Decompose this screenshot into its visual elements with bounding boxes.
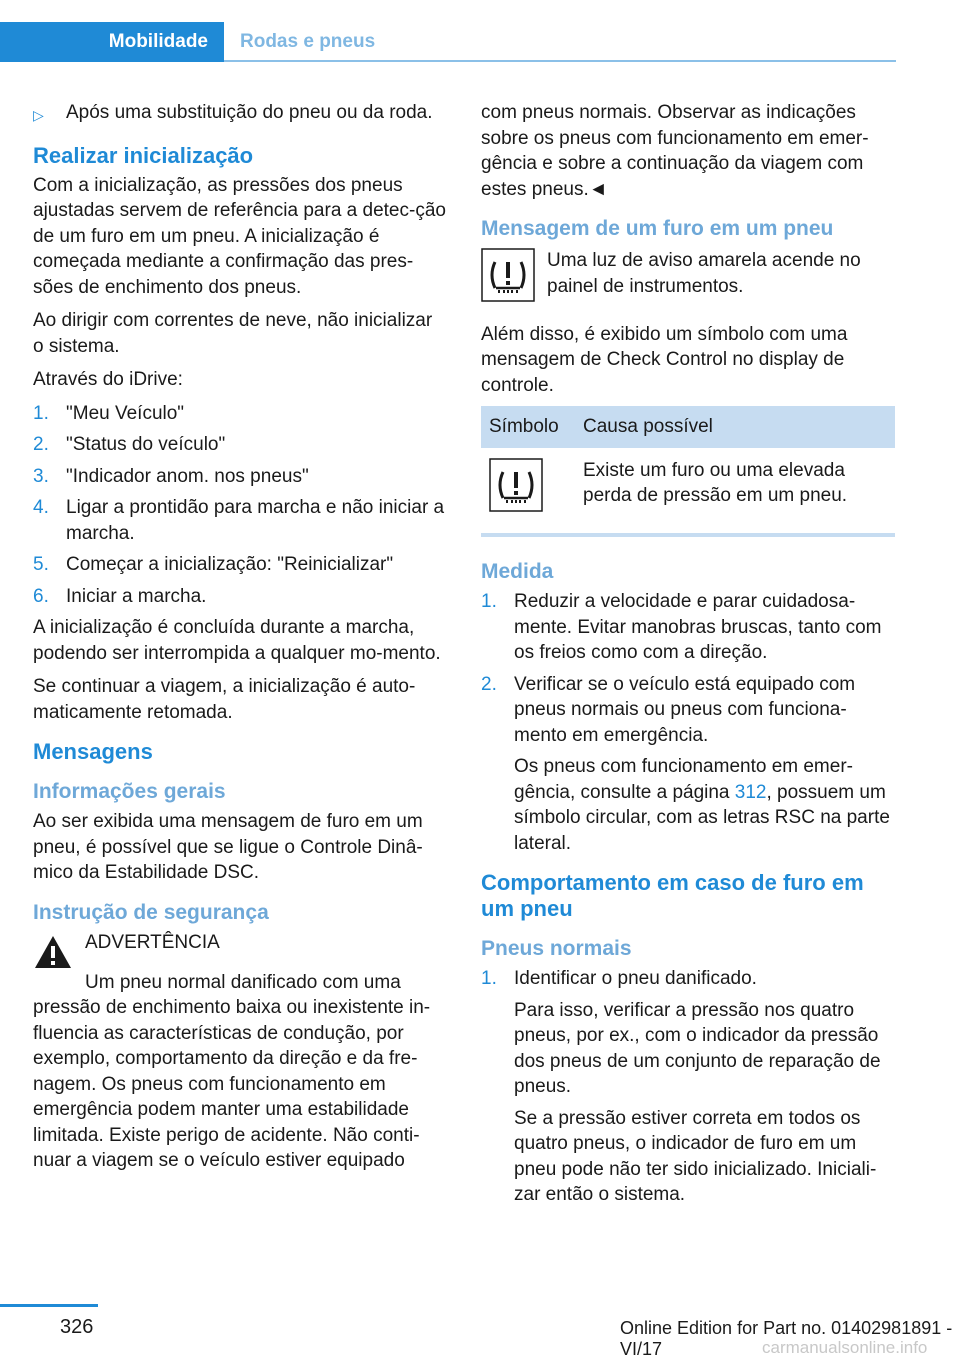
measure-steps bbox=[481, 589, 895, 856]
paragraph: Ao ser exibida uma mensagem de furo em um pneu, é possível que se ligue o Controle Dinâ-mico da Estabilidade DSC. bbox=[33, 811, 423, 883]
triangle-bullet-icon: ▷ bbox=[33, 107, 44, 123]
heading-safety: Instrução de segurança bbox=[33, 900, 269, 924]
tire-pressure-warning-icon bbox=[489, 496, 543, 517]
right-column bbox=[481, 100, 895, 1214]
step-number: 3. bbox=[33, 465, 49, 487]
step-text: Iniciar a marcha. bbox=[66, 585, 207, 607]
tab-mobilidade[interactable]: Mobilidade bbox=[0, 22, 224, 62]
step-subtext: Para isso, verificar a pressão nos quatro pneus, por ex., com o indicador da pressão dos pneus de um conjunto de reparação de pneus. bbox=[514, 999, 881, 1097]
tab-rodas-e-pneus[interactable]: Rodas e pneus bbox=[240, 31, 376, 52]
heading-measure: Medida bbox=[481, 560, 554, 583]
paragraph: A inicialização é concluída durante a marcha, podendo ser interrompida a qualquer mo-mento. bbox=[33, 617, 441, 664]
table-cell-symbol bbox=[481, 448, 575, 532]
table-header-cause: Causa possível bbox=[575, 406, 895, 448]
left-column bbox=[33, 100, 448, 1174]
warning-triangle-icon bbox=[33, 934, 73, 978]
list-item bbox=[481, 966, 895, 1208]
step-text: Verificar se o veículo está equipado com pneus normais ou pneus com funciona-mento em emergência. bbox=[514, 673, 856, 746]
step-subtext: Se a pressão estiver correta em todos os quatro pneus, o indicador de furo em um pneu pode não ter sido inicializado. Iniciali-zar então o sistema. bbox=[514, 1107, 877, 1205]
warning-box bbox=[33, 930, 448, 970]
heading-flat-tire-message: Mensagem de um furo em um pneu bbox=[481, 217, 834, 240]
lamp-text: Uma luz de aviso amarela acende no painel de instrumentos. bbox=[547, 250, 861, 297]
header-divider bbox=[224, 60, 896, 62]
step-content bbox=[514, 672, 895, 857]
step-number: 5. bbox=[33, 554, 49, 575]
step-text: Começar a inicialização: "Reinicializar" bbox=[66, 554, 394, 575]
step-text: Ligar a prontidão para marcha e não iniciar a marcha. bbox=[66, 497, 445, 544]
tire-pressure-warning-icon bbox=[481, 248, 547, 310]
paragraph: com pneus normais. Observar as indicações sobre os pneus com funcionamento em emer-gência e sobre a continuação da viagem com estes pneus.◄ bbox=[481, 102, 869, 200]
heading-normal-tires: Pneus normais bbox=[481, 937, 632, 960]
heading-init: Realizar inicialização bbox=[33, 142, 254, 168]
step-subtext bbox=[514, 754, 895, 856]
step-number: 1. bbox=[33, 402, 49, 424]
paragraph: Se continuar a viagem, a inicialização é auto-maticamente retomada. bbox=[33, 676, 416, 723]
step-number: 6. bbox=[33, 585, 49, 607]
watermark: carmanualsonline.info bbox=[762, 1338, 928, 1357]
table-header-row bbox=[481, 406, 895, 448]
step-content bbox=[514, 966, 895, 1208]
heading-general-info: Informações gerais bbox=[33, 780, 226, 803]
list-item bbox=[33, 100, 448, 129]
edition-note: Online Edition for Part no. 01402981891 - VI/17 bbox=[620, 1318, 953, 1359]
paragraph: Além disso, é exibido um símbolo com uma mensagem de Check Control no display de controle. bbox=[481, 323, 848, 396]
list-item bbox=[33, 432, 448, 458]
step-text: "Status do veículo" bbox=[66, 434, 226, 455]
step-number: 4. bbox=[33, 497, 49, 518]
step-text: "Meu Veículo" bbox=[66, 402, 185, 424]
list-item bbox=[33, 401, 448, 427]
table-row bbox=[481, 448, 895, 532]
bullet-text: Após uma substituição do pneu ou da roda. bbox=[66, 102, 433, 123]
list-item bbox=[33, 464, 448, 490]
paragraph: Com a inicialização, as pressões dos pneus ajustadas servem de referência para a detec-ção de um furo em um pneu. A inicialização é começada mediante a confirmação das pres-sões de enchimento dos pneus. bbox=[33, 174, 446, 298]
table-cell-cause: Existe um furo ou uma elevada perda de pressão em um pneu. bbox=[583, 459, 848, 506]
table-bottom-rule bbox=[481, 533, 895, 537]
subtext-part: , possuem um símbolo circular, com as letras RSC na parte lateral. bbox=[514, 781, 890, 854]
list-item bbox=[33, 552, 448, 578]
page-number: 326 bbox=[60, 1316, 94, 1338]
step-number: 1. bbox=[481, 968, 497, 989]
header-bar bbox=[0, 0, 960, 64]
normal-tire-steps bbox=[481, 966, 895, 1208]
paragraph: Através do iDrive: bbox=[33, 369, 183, 390]
paragraph: Ao dirigir com correntes de neve, não inicializar o sistema. bbox=[33, 310, 433, 357]
page-link[interactable]: 312 bbox=[734, 781, 767, 803]
idrive-steps bbox=[33, 401, 448, 610]
step-text: Reduzir a velocidade e parar cuidadosa-mente. Evitar manobras bruscas, tanto com os freios como com a direção. bbox=[514, 591, 882, 663]
step-text: Identificar o pneu danificado. bbox=[514, 968, 757, 989]
list-item bbox=[33, 584, 448, 610]
symbol-table bbox=[481, 406, 895, 531]
list-item bbox=[481, 589, 895, 666]
warning-text: Um pneu normal danificado com uma pressão de enchimento baixa ou inexistente in-fluencia as características de condução, por exemplo, comportamento da direção e da fre-nagem. Os pneus com funcionamento em emergência podem manter uma estabilidade limitada. Existe perigo de acidente. Não conti-nuar a viagem se o veículo estiver equipado bbox=[33, 971, 431, 1171]
warning-title: ADVERTÊNCIA bbox=[85, 931, 220, 953]
footer-rule bbox=[0, 1304, 98, 1307]
step-text: "Indicador anom. nos pneus" bbox=[66, 465, 309, 487]
step-number: 2. bbox=[481, 673, 497, 695]
table-header-symbol: Símbolo bbox=[481, 406, 575, 448]
list-item bbox=[481, 672, 895, 857]
list-item bbox=[33, 495, 448, 546]
step-number: 1. bbox=[481, 591, 497, 612]
heading-messages: Mensagens bbox=[33, 739, 153, 764]
warning-lamp-row bbox=[481, 248, 895, 310]
step-number: 2. bbox=[33, 434, 49, 455]
heading-behavior: Comportamento em caso de furo em um pneu bbox=[481, 870, 864, 921]
subtext-part: Os pneus com funcionamento em emer-gência, consulte a página bbox=[514, 756, 853, 803]
